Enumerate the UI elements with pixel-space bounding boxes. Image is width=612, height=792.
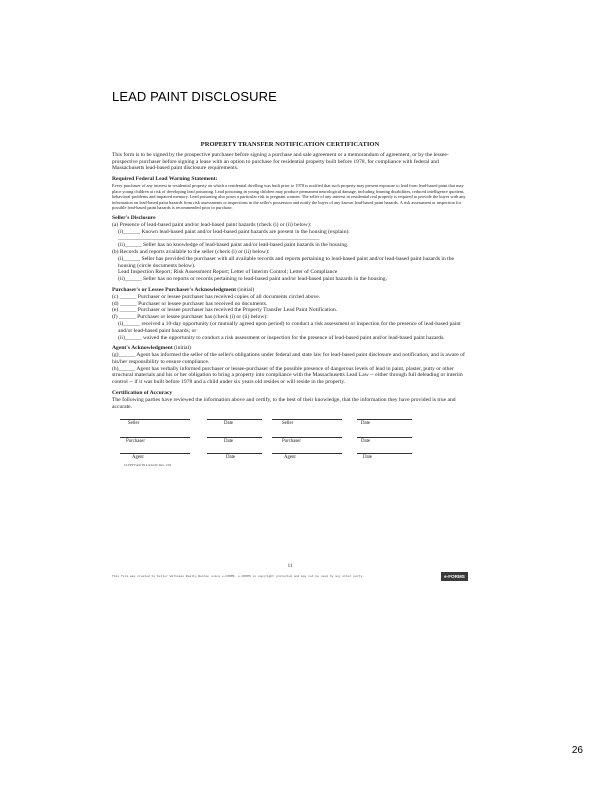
warning-text: Every purchaser of any interest in residential property on which a residential dwelling was built prior to 1978 is notified that such property may present exposure to lead from lead-based paint that may place young children at risk of developing lead poisoning. Lead poisoning in young children may produce permanent neurological damage, including learning disabilities, reduced intelligence quotient, behavioral problems and impaired memory. Lead poisoning also poses a particular risk to pregnant women. The seller of any interest in residential real property is required to provide the buyer with any information on lead-based paint hazards from risk assessments or inspections in the seller's possession and notify the buyer of any known lead-based paint hazards. A risk assessment or inspection for possible lead-based paint hazards is recommended prior to purchase. xyxy=(112,182,466,211)
form-footer-note: This form was created by Keller Williams Realty Boston using e-FORMS. e-FORMS is copyright protected and may not be used by any other party. xyxy=(112,575,365,578)
signature-block xyxy=(112,416,468,476)
seller-line: (ii)______ Seller has no knowledge of lead-based paint and/or lead-based paint hazards in the housing. xyxy=(118,242,349,249)
form-page-number: 11 xyxy=(287,564,293,569)
signature-line xyxy=(120,419,190,420)
seller-line: (b) Records and reports available to the seller (check (i) or (ii) below): xyxy=(112,248,270,255)
signature-label: Date xyxy=(361,439,371,445)
certification-heading: Certification of Accuracy xyxy=(112,390,173,397)
signature-line xyxy=(357,437,412,438)
eforms-logo: e-FORMS xyxy=(441,572,468,581)
seller-line: (i)______ Seller has provided the purchaser with all available records and reports pertaining to lead-based paint and/or lead-based paint hazards in the housing (circle documents below). xyxy=(118,255,454,269)
signature-label: Date xyxy=(226,455,236,461)
signature-line xyxy=(272,437,342,438)
agent-heading-text: Agent's Acknowledgment xyxy=(112,345,173,352)
purchaser-heading-note: (initial) xyxy=(237,286,255,293)
purchaser-heading-text: Purchaser's or Lessee Purchaser's Acknowledgment xyxy=(112,286,236,293)
agent-heading-note: (initial) xyxy=(174,345,191,352)
page-number: 26 xyxy=(571,745,583,756)
signature-label: Seller xyxy=(128,421,140,427)
certification-text: The following parties have reviewed the information above and certify, to the best of their knowledge, that the information they have provided is true and accurate. xyxy=(112,396,456,410)
signature-line xyxy=(272,419,342,420)
form-code: CLPPP Form 99 LA/GOV. Rev. 1/02 xyxy=(124,463,172,468)
purchaser-line: (f) ______ Purchaser or lessee purchaser has (check (i) or (ii) below): xyxy=(112,314,268,321)
signature-label: Date xyxy=(224,421,234,427)
scanned-form xyxy=(112,142,468,596)
seller-line: (ii)______ Seller has no reports or records pertaining to lead-based paint and/or lead-based paint hazards in the housing. xyxy=(118,276,388,283)
signature-line xyxy=(120,453,190,454)
signature-label: Date xyxy=(363,455,373,461)
seller-line: (i)______ Known lead-based paint and/or lead-based paint hazards are present in the housing (explain). xyxy=(118,228,350,235)
signature-line xyxy=(207,419,262,420)
purchaser-line: (ii)______ waived the opportunity to conduct a risk assessment or inspection for the presence of lead-based paint and/or lead-based paint hazards. xyxy=(118,334,445,341)
purchaser-line: (i)______ received a 10-day opportunity (or mutually agreed upon period) to conduct a risk assessment or inspection for the presence of lead-based paint and/or lead-based paint hazards; or xyxy=(118,320,461,334)
signature-line xyxy=(207,453,262,454)
purchaser-line: (c) ______ Purchaser or lessee purchaser has received copies of all documents circled above. xyxy=(112,293,321,300)
signature-line xyxy=(357,453,412,454)
signature-label: Agent xyxy=(132,455,144,461)
agent-line: (g)______ Agent has informed the seller of the seller's obligations under federal and state law for lead-based paint disclosure and notification, and is aware of his/her responsibility to ensure compliance. xyxy=(112,352,465,365)
signature-line xyxy=(120,437,190,438)
signature-label: Purchaser xyxy=(126,439,145,445)
signature-label: Date xyxy=(361,421,371,427)
form-intro: This form is to be signed by the prospective purchaser before signing a purchase and sale agreement or a memorandum of agreement, or by the lessee-prospective purchaser before signing a lease with an option to purchase for residential property built before 1978, for compliance with federal and Massachusetts lead-based paint disclosure requirements. xyxy=(112,151,449,172)
purchaser-heading xyxy=(112,287,468,294)
signature-line xyxy=(207,437,262,438)
agent-line: (h)______ Agent has verbally informed purchaser or lessee-purchaser of the possible presence of dangerous levels of lead in paint, plaster, putty or other structural materials and his or her obligation to bring a property into compliance with the Massachusetts Lead Law -- either through full deleading or interim control -- if it was built before 1978 and a child under six years old resides or will reside in the property. xyxy=(112,365,463,386)
seller-line: ________________________________________________________________________ xyxy=(118,235,320,242)
seller-line: (a) Presence of lead-based paint and/or lead-based paint hazards (check (i) or (ii) below): xyxy=(112,221,312,228)
signature-label: Purchaser xyxy=(282,439,301,445)
signature-label: Agent xyxy=(284,455,296,461)
signature-label: Date xyxy=(224,439,234,445)
purchaser-line: (e) ______ Purchaser or lessee purchaser has received the Property Transfer Lead Paint Notification. xyxy=(112,307,338,314)
seller-heading: Seller's Disclosure xyxy=(112,214,156,221)
form-title: PROPERTY TRANSFER NOTIFICATION CERTIFICATION xyxy=(200,141,380,148)
warning-heading: Required Federal Lead Warning Statement: xyxy=(112,176,218,183)
signature-label: Seller xyxy=(282,421,294,427)
purchaser-line: (d) ______ Purchaser or lessee purchaser has received no documents. xyxy=(112,300,268,307)
signature-line xyxy=(357,419,412,420)
seller-line: Lead Inspection Report; Risk Assessment Report; Letter of Interim Control; Letter of Compliance xyxy=(118,269,338,276)
signature-line xyxy=(272,453,342,454)
page-title: LEAD PAINT DISCLOSURE xyxy=(112,89,277,104)
